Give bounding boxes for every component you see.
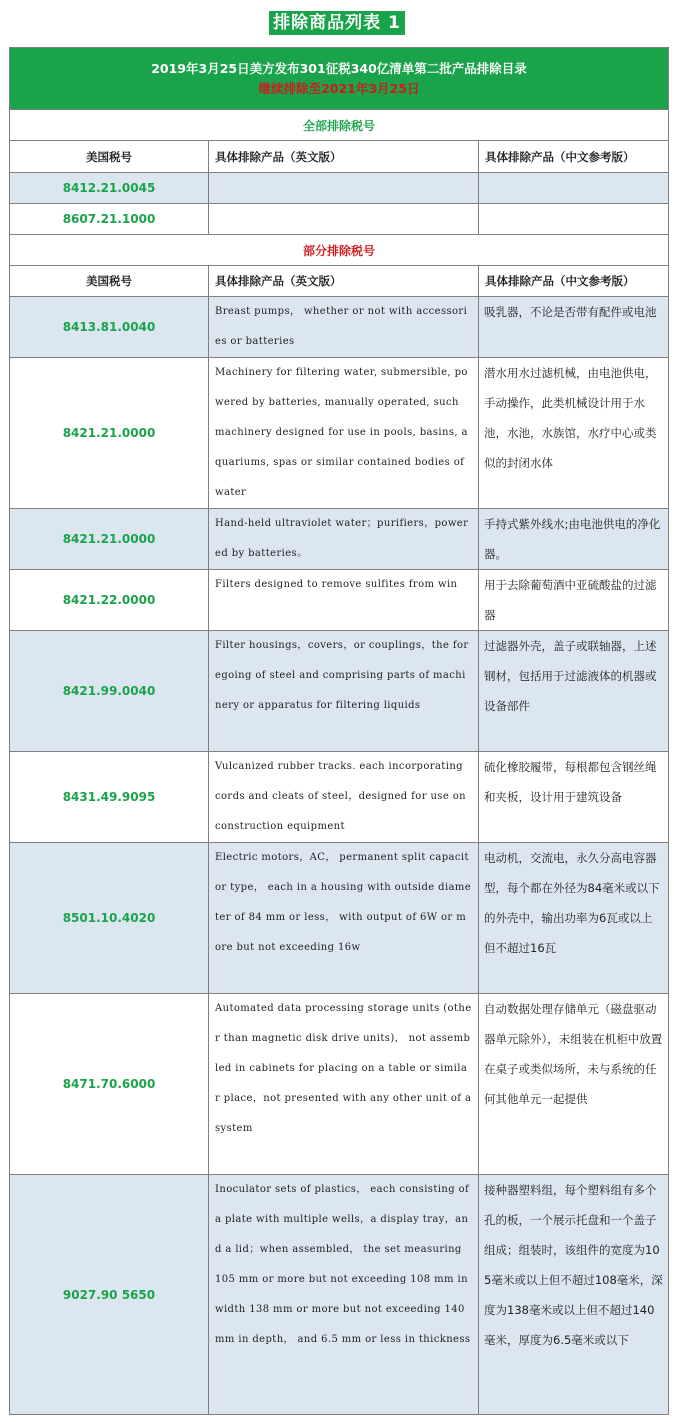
product-zh bbox=[479, 173, 669, 204]
product-zh: 吸乳器，不论是否带有配件或电池 bbox=[479, 297, 669, 358]
product-zh: 用于去除葡萄酒中亚硫酸盐的过滤器 bbox=[479, 570, 669, 631]
product-zh: 硫化橡胶履带，每根都包含钢丝绳和夹板，设计用于建筑设备 bbox=[479, 752, 669, 843]
banner-row bbox=[10, 48, 669, 110]
tariff-code: 9027.90 5650 bbox=[10, 1175, 209, 1415]
section-title-row-full bbox=[10, 110, 669, 141]
title-area bbox=[0, 0, 674, 46]
table-row bbox=[10, 994, 669, 1175]
product-en: Automated data processing storage units (other than magnetic disk drive units)， not assembled in cabinets for placing on a table or similar place，not presented with any other unit of a system bbox=[209, 994, 479, 1175]
product-en: Electric motors，AC， permanent split capacitor type， each in a housing with outside diameter of 84 mm or less， with output of 6W or more but not exceeding 16w bbox=[209, 843, 479, 994]
tariff-code: 8421.21.0000 bbox=[10, 358, 209, 509]
tariff-code: 8471.70.6000 bbox=[10, 994, 209, 1175]
product-en: Vulcanized rubber tracks. each incorporating cords and cleats of steel，designed for use on construction equipment bbox=[209, 752, 479, 843]
product-en: Filters designed to remove sulfites from win bbox=[209, 570, 479, 631]
header-us-code: 美国税号 bbox=[10, 266, 209, 297]
tariff-code: 8412.21.0045 bbox=[10, 173, 209, 204]
product-zh: 过滤器外壳，盖子或联轴器，上述钢材，包括用于过滤液体的机器或设备部件 bbox=[479, 631, 669, 752]
product-en bbox=[209, 204, 479, 235]
table-row bbox=[10, 509, 669, 570]
product-en: Inoculator sets of plastics， each consisting of a plate with multiple wells，a display tray，and a lid；when assembled， the set measuring 105 mm or more but not exceeding 108 mm in width 138 mm or more but not exceeding 140 mm in depth， and 6.5 mm or less in thickness bbox=[209, 1175, 479, 1415]
product-en: Machinery for filtering water, submersible, powered by batteries, manually operated, such machinery designed for use in pools, basins, aquariums, spas or similar contained bodies of water bbox=[209, 358, 479, 509]
product-en: Breast pumps， whether or not with accessories or batteries bbox=[209, 297, 479, 358]
table-row bbox=[10, 752, 669, 843]
table-row bbox=[10, 173, 669, 204]
banner-line-2: 继续排除至2021年3月25日 bbox=[258, 80, 420, 96]
table-row bbox=[10, 297, 669, 358]
header-en-product: 具体排除产品（英文版） bbox=[209, 141, 479, 173]
exclusion-table bbox=[9, 47, 669, 1415]
product-en: Filter housings，covers，or couplings，the foregoing of steel and comprising parts of machinery or apparatus for filtering liquids bbox=[209, 631, 479, 752]
tariff-code: 8607.21.1000 bbox=[10, 204, 209, 235]
page-title: 排除商品列表 1 bbox=[269, 11, 405, 35]
tariff-code: 8421.99.0040 bbox=[10, 631, 209, 752]
product-zh: 潜水用水过滤机械，由电池供电，手动操作，此类机械设计用于水池，水池，水族馆，水疗中心或类似的封闭水体 bbox=[479, 358, 669, 509]
product-zh: 接种器塑料组，每个塑料组有多个孔的板，一个展示托盘和一个盖子组成；组装时，该组件的宽度为105毫米或以上但不超过108毫米，深度为138毫米或以上但不超过140毫米，厚度为6.5毫米或以下 bbox=[479, 1175, 669, 1415]
section-title-row-partial bbox=[10, 235, 669, 266]
product-zh bbox=[479, 204, 669, 235]
section-title-partial: 部分排除税号 bbox=[10, 235, 669, 266]
table-row bbox=[10, 843, 669, 994]
banner-cell bbox=[10, 48, 669, 110]
tariff-code: 8501.10.4020 bbox=[10, 843, 209, 994]
section-title-full: 全部排除税号 bbox=[10, 110, 669, 141]
header-zh-product: 具体排除产品（中文参考版） bbox=[479, 266, 669, 297]
header-zh-product: 具体排除产品（中文参考版） bbox=[479, 141, 669, 173]
table-row bbox=[10, 1175, 669, 1415]
product-zh: 手持式紫外线水;由电池供电的净化器。 bbox=[479, 509, 669, 570]
header-row-full bbox=[10, 141, 669, 173]
tariff-code: 8421.21.0000 bbox=[10, 509, 209, 570]
table-row bbox=[10, 631, 669, 752]
product-zh: 电动机，交流电，永久分高电容器型，每个都在外径为84毫米或以下的外壳中，输出功率为6瓦或以上但不超过16瓦 bbox=[479, 843, 669, 994]
banner-line-1: 2019年3月25日美方发布301征税340亿清单第二批产品排除目录 bbox=[151, 60, 527, 76]
header-en-product: 具体排除产品（英文版） bbox=[209, 266, 479, 297]
header-us-code: 美国税号 bbox=[10, 141, 209, 173]
table-row bbox=[10, 570, 669, 631]
product-en: Hand-held ultraviolet water；purifiers，powered by batteries。 bbox=[209, 509, 479, 570]
table-row bbox=[10, 358, 669, 509]
tariff-code: 8431.49.9095 bbox=[10, 752, 209, 843]
table-row bbox=[10, 204, 669, 235]
tariff-code: 8413.81.0040 bbox=[10, 297, 209, 358]
product-en bbox=[209, 173, 479, 204]
header-row-partial bbox=[10, 266, 669, 297]
tariff-code: 8421.22.0000 bbox=[10, 570, 209, 631]
product-zh: 自动数据处理存储单元（磁盘驱动器单元除外），未组装在机柜中放置在桌子或类似场所，未与系统的任何其他单元一起提供 bbox=[479, 994, 669, 1175]
